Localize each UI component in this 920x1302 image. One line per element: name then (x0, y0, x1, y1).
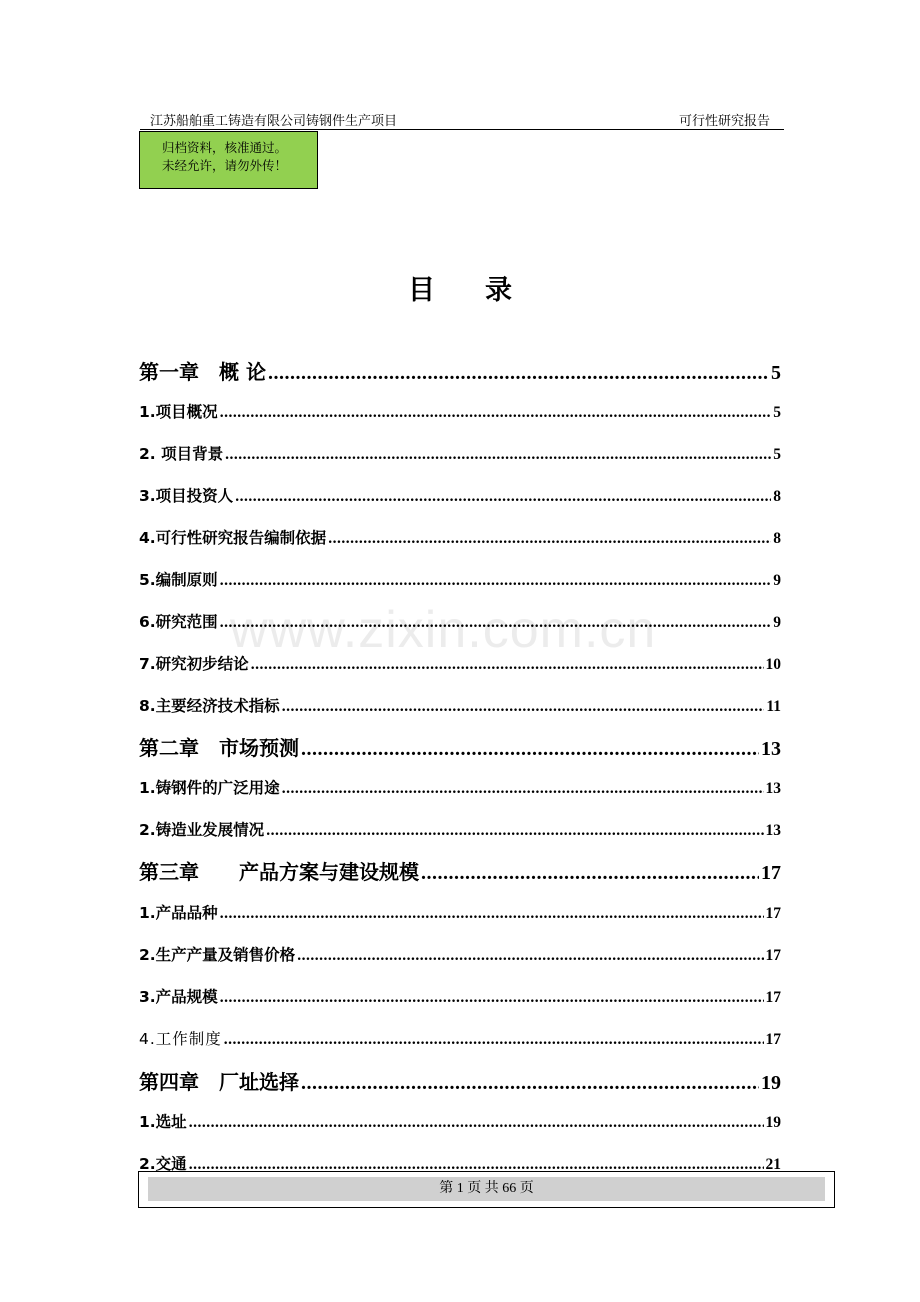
toc-entry-label: 4.工作制度 (139, 1030, 222, 1048)
toc-entry[interactable] (139, 1110, 781, 1132)
toc-entry-page: 13 (765, 780, 781, 797)
toc-entry-label: 第四章 厂址选择 (139, 1070, 299, 1094)
watermark: www.zixin.com.cn (230, 601, 657, 659)
toc-entry[interactable] (139, 400, 781, 422)
toc-leader-dots (251, 656, 764, 674)
toc-entry-page: 8 (773, 530, 781, 547)
toc-entry-page: 17 (765, 989, 781, 1006)
toc-entry[interactable] (139, 732, 781, 761)
toc-entry-page: 5 (773, 446, 781, 463)
toc-entry-page: 9 (773, 572, 781, 589)
toc-entry[interactable] (139, 901, 781, 923)
toc-entry-page: 19 (761, 1072, 781, 1094)
toc-entry-label: 5.编制原则 (139, 571, 218, 589)
toc-entry-page: 11 (766, 698, 781, 715)
toc-leader-dots (328, 530, 771, 548)
toc-leader-dots (189, 1114, 764, 1132)
toc-entry-label: 2. 项目背景 (139, 445, 224, 463)
toc-entry-label: 1.产品品种 (139, 904, 218, 922)
toc-entry-page: 17 (765, 947, 781, 964)
toc-entry[interactable] (139, 776, 781, 798)
toc-entry[interactable] (139, 610, 781, 632)
toc-entry[interactable] (139, 568, 781, 590)
toc-entry-label: 第二章 市场预测 (139, 736, 299, 760)
stamp-line-1: 归档资料，核准通过。 (162, 140, 288, 155)
toc-entry-page: 10 (765, 656, 781, 673)
page-header (140, 108, 784, 130)
toc-entry[interactable] (139, 1066, 781, 1095)
toc-leader-dots (220, 404, 772, 422)
toc-leader-dots (224, 1031, 764, 1049)
page-title: 目录 (408, 275, 562, 306)
toc-leader-dots (220, 905, 764, 923)
toc-entry-label: 7.研究初步结论 (139, 655, 249, 673)
page-footer (138, 1171, 835, 1208)
toc-entry-label: 2.生产产量及销售价格 (139, 946, 296, 964)
toc-entry-page: 8 (773, 488, 781, 505)
toc-entry-label: 4.可行性研究报告编制依据 (139, 529, 327, 547)
toc-entry-page: 13 (765, 822, 781, 839)
toc-entry-page: 21 (765, 1156, 781, 1173)
toc-entry-page: 17 (765, 1031, 781, 1048)
toc-leader-dots (220, 614, 772, 632)
toc-entry-page: 17 (761, 862, 781, 884)
toc-entry[interactable] (139, 985, 781, 1007)
toc-entry-label: 1.选址 (139, 1113, 187, 1131)
toc-leader-dots (266, 822, 763, 840)
toc-entry-label: 第一章 概 论 (139, 360, 266, 384)
toc-leader-dots (282, 698, 765, 716)
toc-entry[interactable] (139, 356, 781, 385)
toc-entry[interactable] (139, 442, 781, 464)
toc-entry-page: 5 (773, 404, 781, 421)
toc-leader-dots (220, 989, 764, 1007)
toc-entry-label: 8.主要经济技术指标 (139, 697, 280, 715)
toc-entry-page: 9 (773, 614, 781, 631)
archive-stamp (139, 131, 318, 189)
toc-leader-dots (301, 1072, 759, 1095)
toc-entry[interactable] (139, 484, 781, 506)
toc-leader-dots (301, 738, 759, 761)
page-number: 第 1 页 共 66 页 (148, 1177, 825, 1201)
toc-entry-page: 13 (761, 738, 781, 760)
toc-entry[interactable] (139, 818, 781, 840)
toc-entry-label: 第三章 产品方案与建设规模 (139, 860, 419, 884)
toc-entry-label: 3.项目投资人 (139, 487, 234, 505)
toc-entry[interactable] (139, 694, 781, 716)
toc-entry-page: 5 (771, 362, 781, 384)
toc-entry[interactable] (139, 1027, 781, 1049)
header-project-name: 江苏船舶重工铸造有限公司铸钢件生产项目 (150, 114, 398, 129)
header-doc-type: 可行性研究报告 (678, 114, 770, 129)
toc-entry[interactable] (139, 856, 781, 885)
toc-entry-label: 6.研究范围 (139, 613, 218, 631)
toc-entry[interactable] (139, 652, 781, 674)
toc-leader-dots (282, 780, 764, 798)
toc-entry-label: 2.铸造业发展情况 (139, 821, 265, 839)
stamp-line-2: 未经允许，请勿外传！ (162, 158, 288, 173)
toc-entry-page: 17 (765, 905, 781, 922)
toc-leader-dots (225, 446, 771, 464)
toc-entry[interactable] (139, 526, 781, 548)
toc-leader-dots (220, 572, 772, 590)
toc-leader-dots (235, 488, 771, 506)
toc-entry-label: 3.产品规模 (139, 988, 218, 1006)
toc-entry-page: 19 (765, 1114, 781, 1131)
toc-leader-dots (297, 947, 763, 965)
toc-entry-label: 2.交通 (139, 1155, 187, 1173)
toc-entry-label: 1.铸钢件的广泛用途 (139, 779, 280, 797)
toc-entry-label: 1.项目概况 (139, 403, 218, 421)
toc-leader-dots (268, 362, 769, 385)
toc-entry[interactable] (139, 943, 781, 965)
toc-leader-dots (421, 862, 759, 885)
